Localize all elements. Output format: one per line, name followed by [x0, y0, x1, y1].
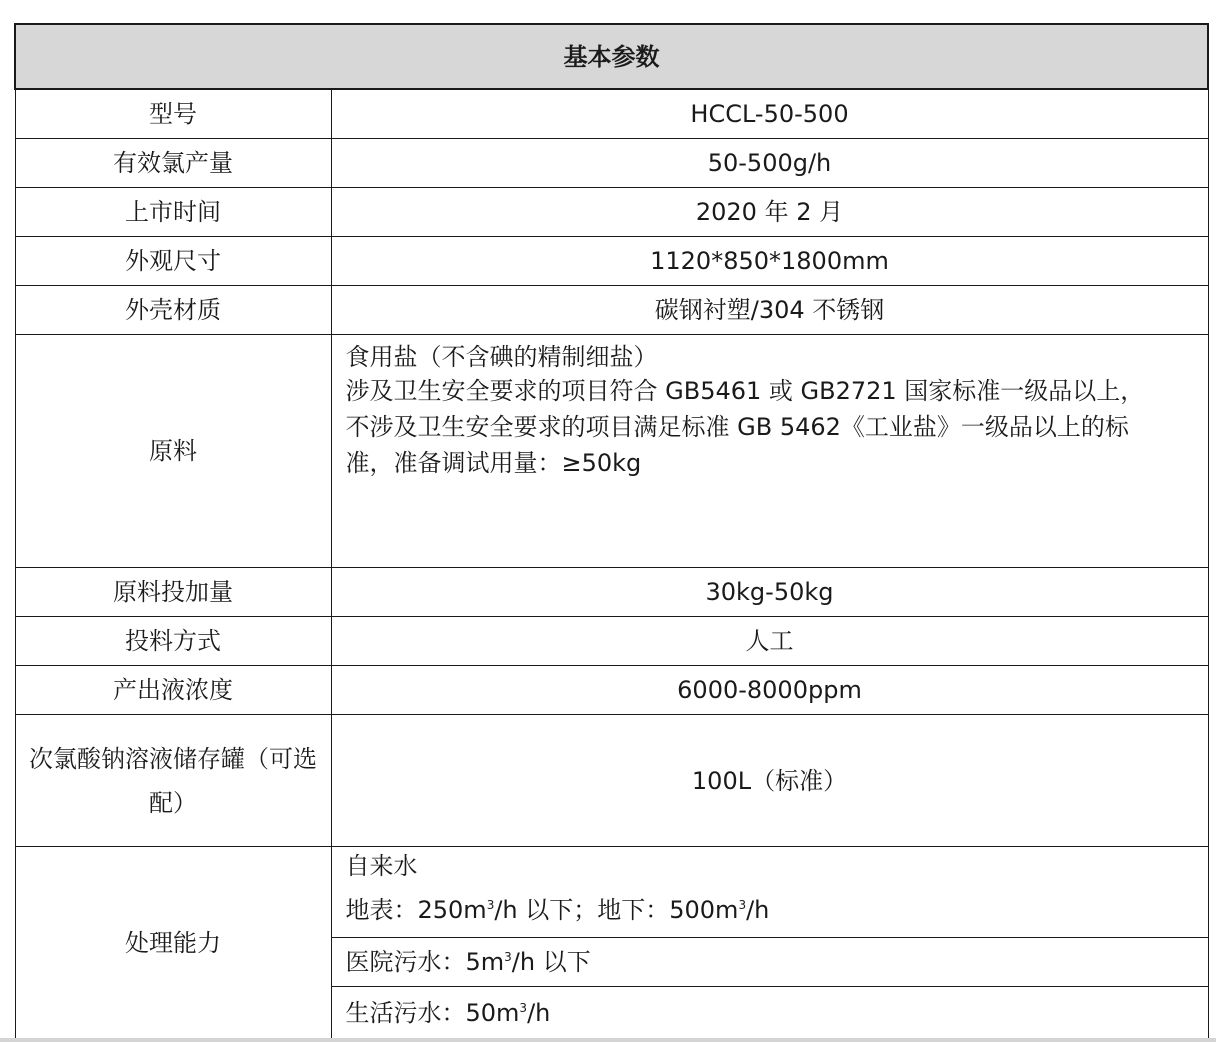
raw-material-line: 不涉及卫生安全要求的项目满足标准 GB 5462《工业盐》一级品以上的标: [345, 413, 1129, 441]
cube-superscript: 3: [738, 898, 747, 912]
tap-water-end: /h: [746, 896, 770, 924]
row-label-capacity: 处理能力: [15, 847, 331, 1040]
tap-water-mid: /h 以下；地下：500m: [494, 896, 739, 924]
raw-material-line: 涉及卫生安全要求的项目符合 GB5461 或 GB2721 国家标准一级品以上，: [345, 377, 1145, 405]
row-value-launch-date: 2020 年 2 月: [331, 188, 1208, 237]
domestic-prefix: 生活污水：50m: [345, 999, 520, 1027]
raw-material-line: 食用盐（不含碘的精制细盐）: [345, 343, 658, 371]
row-label-chlorine-output: 有效氯产量: [15, 139, 331, 188]
row-value-dosage: 30kg-50kg: [331, 568, 1208, 617]
cube-superscript: 3: [504, 950, 512, 964]
row-label-concentration: 产出液浓度: [15, 666, 331, 715]
raw-material-line: 准，准备调试用量：≥50kg: [345, 449, 642, 477]
table-row: [15, 666, 1208, 715]
spec-table: [14, 23, 1209, 1040]
row-label-launch-date: 上市时间: [15, 188, 331, 237]
row-value-shell-material: 碳钢衬塑/304 不锈钢: [331, 286, 1208, 335]
table-row: [15, 617, 1208, 666]
row-value-chlorine-output: 50-500g/h: [331, 139, 1208, 188]
domestic-suffix: /h: [527, 999, 551, 1027]
table-header: 基本参数: [15, 24, 1208, 89]
tap-water-title: 自来水: [345, 852, 418, 880]
table-row: [15, 568, 1208, 617]
row-value-storage-tank: 100L（标准）: [331, 715, 1208, 847]
table-row: [15, 139, 1208, 188]
table-row: [15, 286, 1208, 335]
row-label-model: 型号: [15, 89, 331, 139]
row-value-concentration: 6000-8000ppm: [331, 666, 1208, 715]
capacity-domestic: [331, 987, 1208, 1040]
hospital-suffix: /h 以下: [511, 948, 591, 976]
tap-water-detail: [346, 895, 1194, 925]
row-value-feeding-method: 人工: [331, 617, 1208, 666]
row-label-shell-material: 外壳材质: [15, 286, 331, 335]
row-label-dimensions: 外观尺寸: [15, 237, 331, 286]
capacity-tap-water: [331, 847, 1208, 938]
table-row: [15, 847, 1208, 938]
row-value-model: HCCL-50-500: [331, 89, 1208, 139]
table-row: [15, 715, 1208, 847]
table-row: [15, 89, 1208, 139]
table-row: [15, 188, 1208, 237]
hospital-prefix: 医院污水：5m: [345, 948, 505, 976]
capacity-hospital: [331, 938, 1208, 987]
row-label-feeding-method: 投料方式: [15, 617, 331, 666]
row-label-raw-material: 原料: [15, 335, 331, 568]
row-label-storage-tank: 次氯酸钠溶液储存罐（可选配）: [15, 715, 331, 847]
table-row: [15, 237, 1208, 286]
cube-superscript: 3: [486, 898, 495, 912]
row-value-raw-material: [331, 335, 1208, 568]
table-row: [15, 335, 1208, 568]
row-value-dimensions: 1120*850*1800mm: [331, 237, 1208, 286]
row-label-dosage: 原料投加量: [15, 568, 331, 617]
cube-superscript: 3: [519, 1001, 528, 1015]
bottom-divider: [0, 1038, 1216, 1042]
tap-water-surface: 地表：250m: [345, 896, 487, 924]
